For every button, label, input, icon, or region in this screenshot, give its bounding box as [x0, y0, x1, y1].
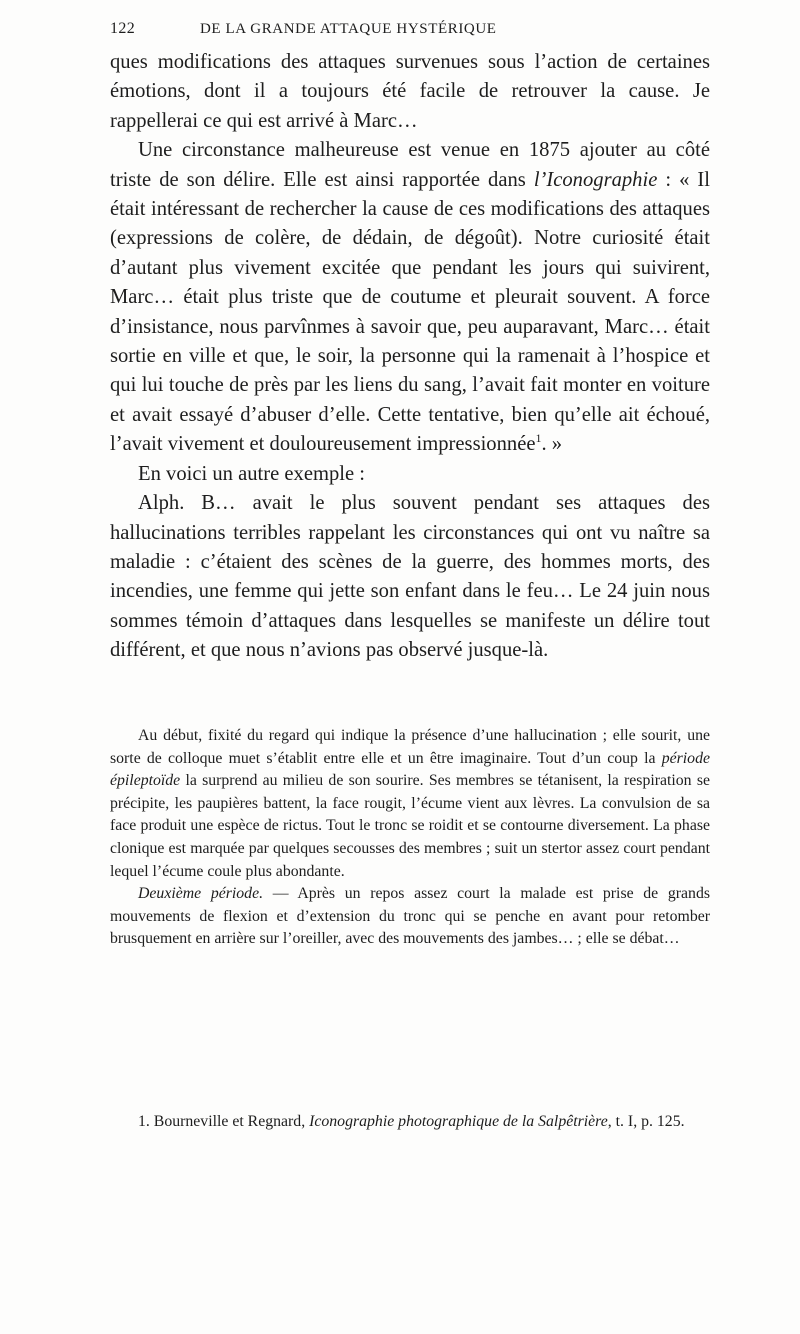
case-note-second-period: Deuxième période. — Après un repos assez court la malade est prise de grands mouvements de flexion et d’extension du tronc qui se penche en avant pour retomber brusquement en arrière sur l’oreiller, avec des mouvements des jambes… ; elle se débat… [110, 885, 710, 948]
paragraph-example: En voici un autre exemple : [138, 462, 366, 485]
footnote: 1. Bourneville et Regnard, Iconographie photographique de la Salpêtrière, t. I, p. 125. [138, 1113, 685, 1130]
paragraph-alph: Alph. B… avait le plus souvent pendant ses attaques des hallucinations terribles rappelant les circonstances qui ont vu naître sa maladie : c’étaient des scènes de la guerre, des hommes morts, des incendies, une femme qui jette son enfant dans le feu… Le 24 juin nous sommes témoin d’attaques dans lesquelles se manifeste un délire tout différent, et que nous n’avions pas observé jusque-là. [110, 492, 710, 662]
page-header [110, 20, 710, 46]
paragraph-marc: Une circonstance malheureuse est venue en 1875 ajouter au côté triste de son délire. Elle est ainsi rapportée dans l’Iconographie : « Il était intéressant de rechercher la cause de ces modifications des attaques (expressions de colère, de dédain, de dégoût). Notre curiosité était d’autant plus vivement excitée que pendant les jours qui suivirent, Marc… était plus triste que de coutume et pleurait souvent. A force d’insistance, nous parvînmes à savoir que, peu auparavant, Marc… était sortie en ville et que, le soir, la personne qui la ramenait à l’hospice et qui lui touche de près par les liens du sang, l’avait fait monter en voiture et avait essayé d’abuser d’elle. Cette tentative, bien qu’elle ait échoué, l’avait vivement et douloureusement impressionnée$^1$. » [110, 139, 710, 456]
footnote-marker: 1 [535, 431, 542, 446]
footnote-number: 1 [138, 1113, 146, 1130]
section-label-italic: Deuxième période. [138, 885, 264, 903]
case-notes [110, 725, 710, 951]
reference-italic: l’Iconographie [533, 168, 658, 191]
main-text [110, 48, 710, 666]
paragraph-continuation: ques modifications des attaques survenues sous l’action de certaines émotions, dont il a toujours été facile de retrouver la cause. Je rappellerai ce qui est arrivé à Marc… [110, 51, 710, 132]
running-head: DE LA GRANDE ATTAQUE HYSTÉRIQUE [200, 21, 497, 37]
footnote-title: Iconographie photographique de la Salpêtrière [309, 1113, 608, 1130]
case-note-beginning: Au début, fixité du regard qui indique la présence d’une hallucination ; elle sourit, une sorte de colloque muet s’établit entre elle et un être imaginaire. Tout d’un coup la période épileptoïde la surprend au milieu de son sourire. Ses membres se tétanisent, la respiration se précipite, les paupières battent, la face rougit, l’écume vient aux lèvres. La convulsion de sa face produit une espèce de rictus. Tout le tronc se roidit et se contourne diversement. La phase clonique est marquée par quelques secousses des membres ; suit un stertor assez court pendant lequel l’écume coule plus abondante. [110, 727, 710, 880]
term-italic: période épileptoïde [110, 749, 710, 790]
page-number: 122 [110, 20, 136, 37]
